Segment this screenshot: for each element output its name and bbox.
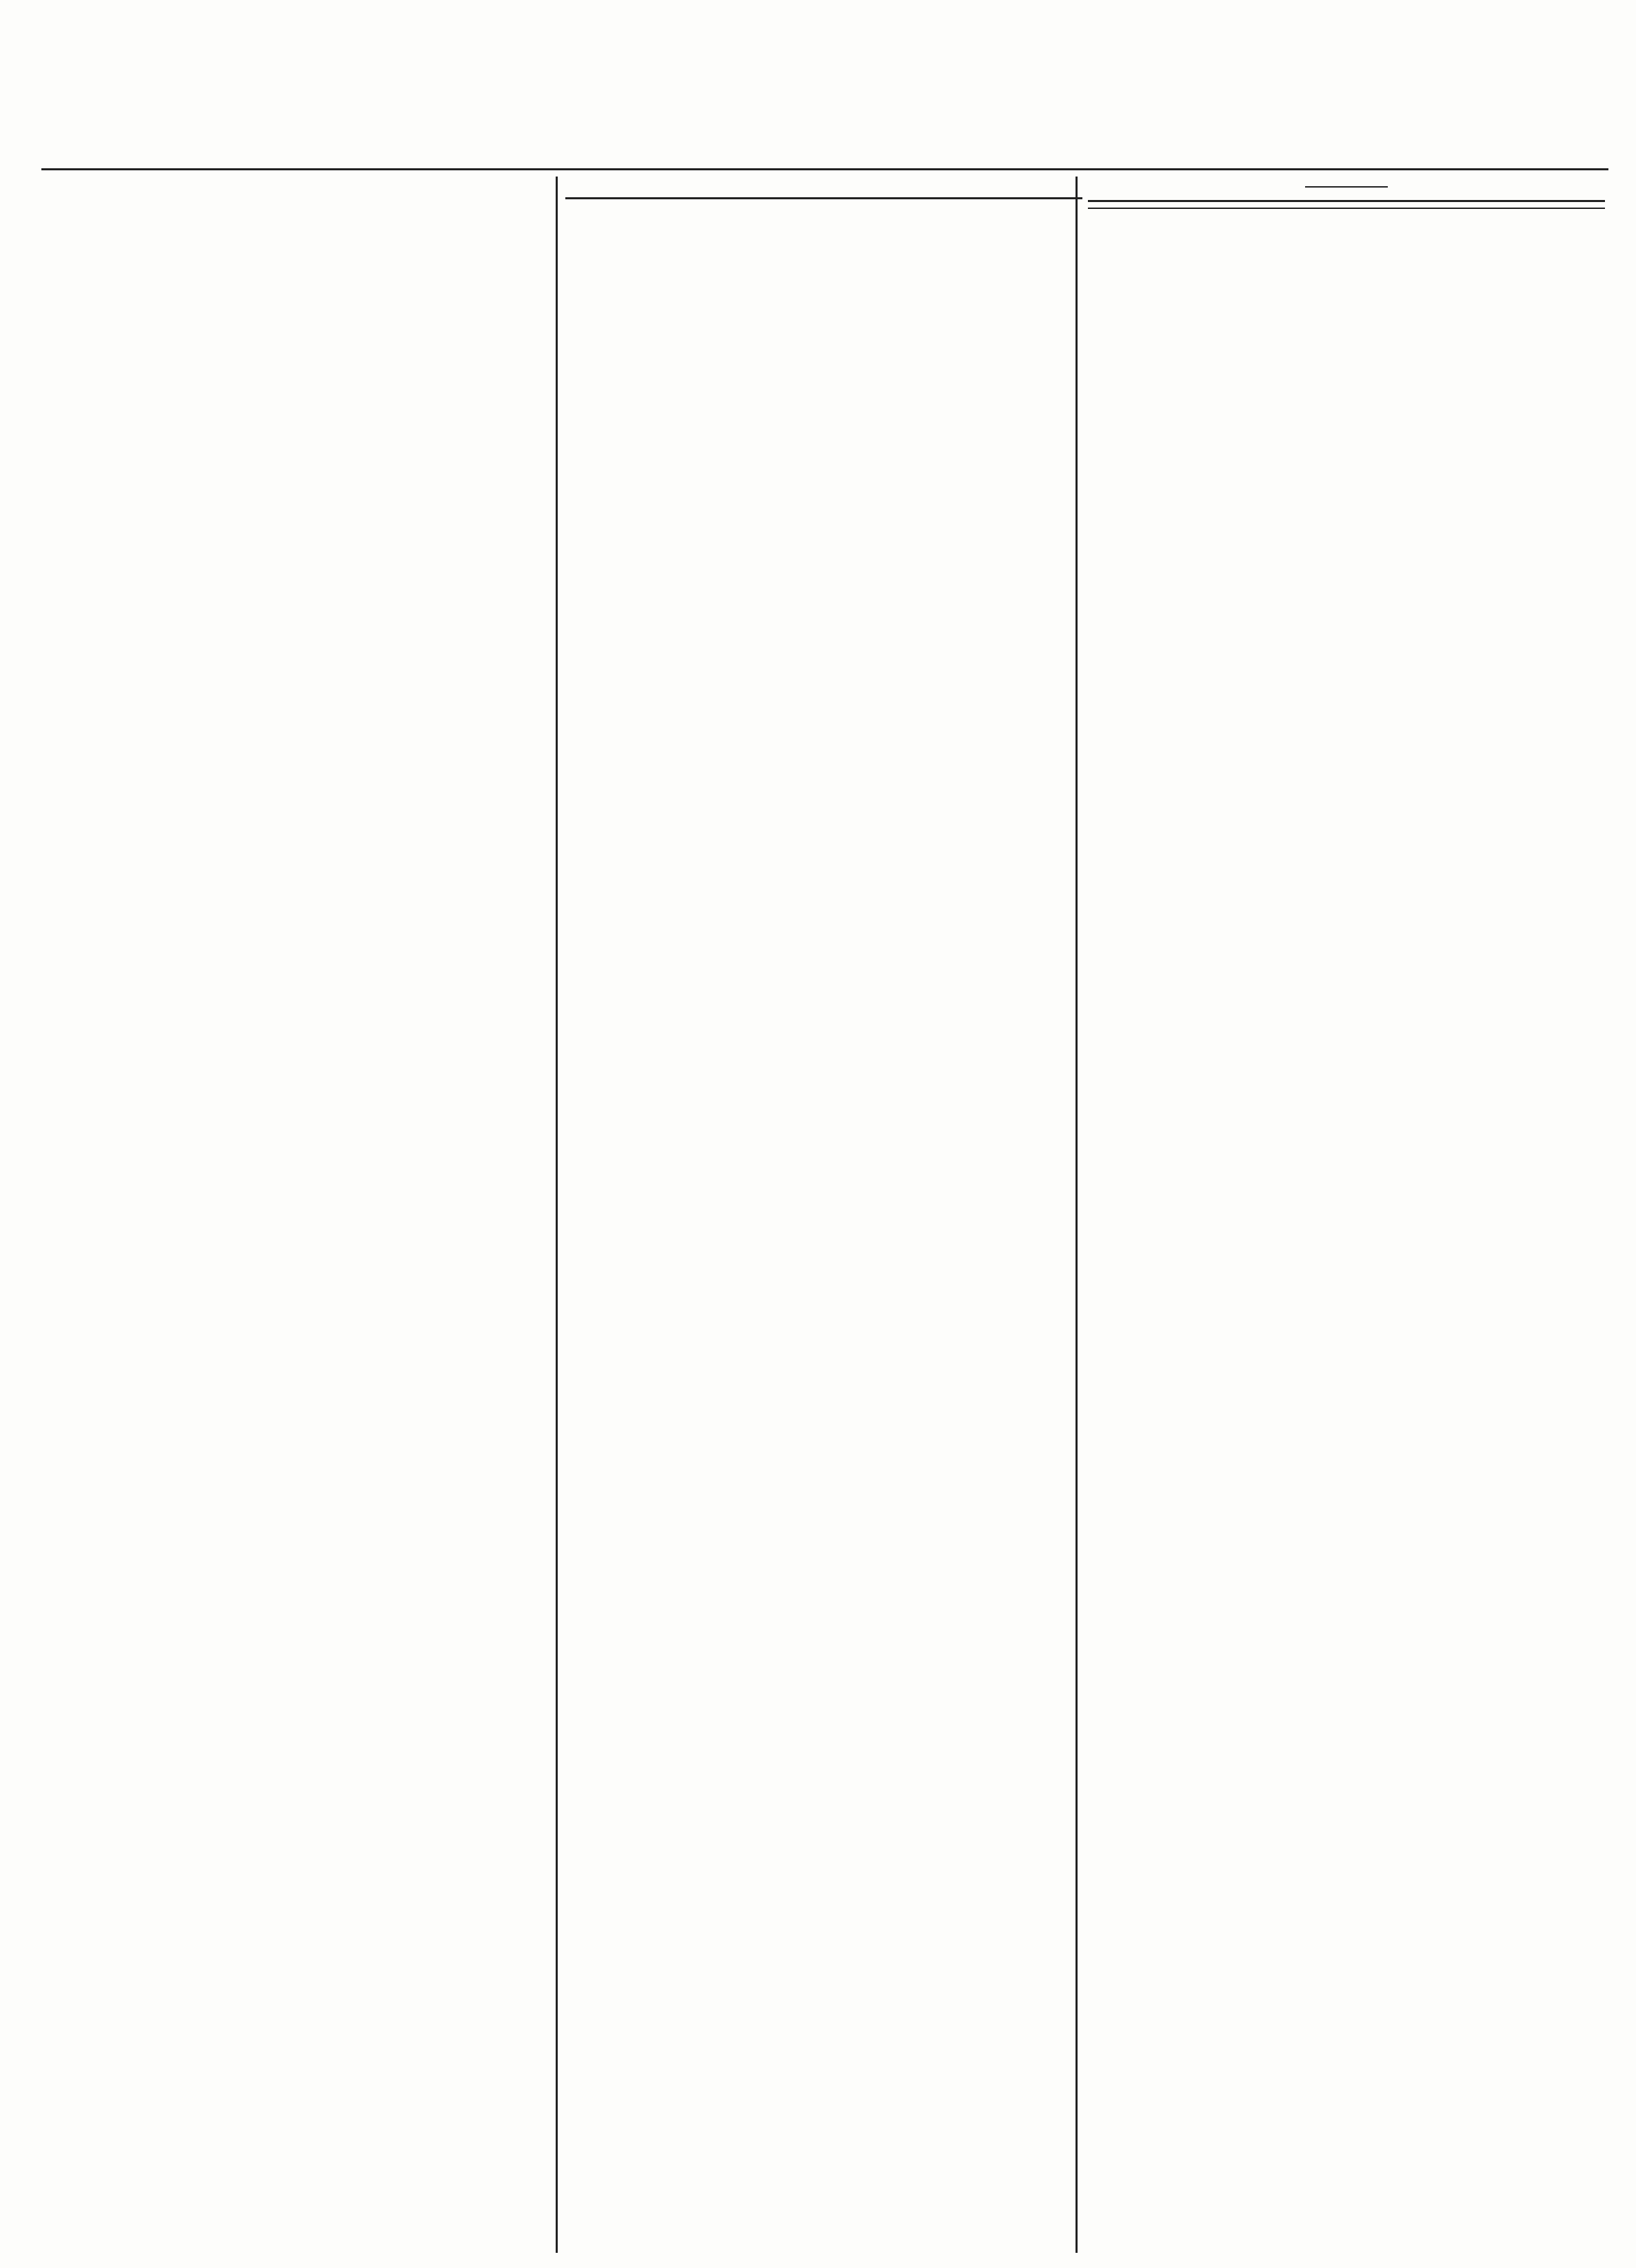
column-2: [565, 178, 1082, 2251]
column-1: [41, 178, 558, 2251]
double-rule: [1088, 208, 1605, 209]
column-3: [1088, 178, 1605, 2251]
double-rule: [1088, 200, 1605, 202]
header-rule: [41, 168, 1608, 170]
short-rule: [1305, 186, 1388, 188]
section-rule: [565, 197, 1082, 199]
page-header: [41, 95, 1608, 161]
